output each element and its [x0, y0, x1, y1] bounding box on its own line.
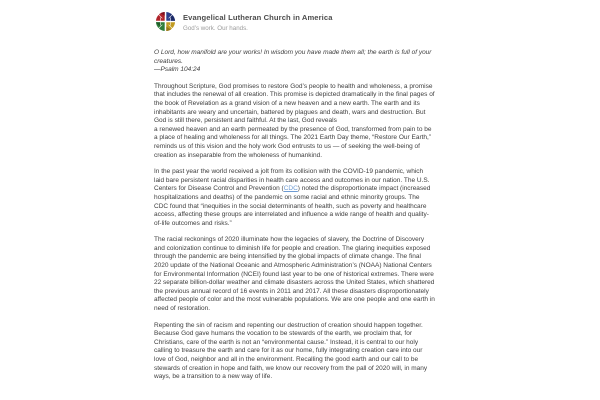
cdc-link[interactable]: CDC — [283, 185, 298, 193]
paragraph-2-text-after-link: ) noted the disproportionate impact (increased hospitalizations and deaths) of the pandemic on some racial and ethnic minority groups. The CDC found that “inequities in the social determinants of health, such as poverty and healthcare access, affecting these groups are interrelated and influence a wide range of health and quality-of-life outcomes and risks.” — [154, 185, 431, 227]
paragraph-1-text: Throughout Scripture, God promises to restore God’s people to health and wholeness, a promise that includes the renewal of all creation. This promise is depicted dramatically in the final pages of the book of Revelation as a grand vision of a new heaven and a new earth. The earth and its inhabitants are weary and uncertain, battered by plagues and death, wars and destruction. But God is still there, persistent and faithful. At the last, God reveals — [154, 82, 435, 125]
document-header — [154, 10, 435, 33]
document-page — [154, 10, 435, 390]
brand-block — [183, 10, 333, 32]
org-tagline: God’s work. Our hands. — [183, 24, 248, 32]
paragraph-4: Repenting the sin of racism and repenting our destruction of creation should happen together. Because God gave humans the vocation to be stewards of the earth, we proclaim that, for Christians, care of the earth is not an “environmental cause.” Instead, it is central to our holy calling to treasure the earth and care for it as our home, fully integrating creation care into our love of God, neighbor and all in the environment. Recalling the good earth and our call to be stewards of creation in hope and faith, we know our recovery from the pall of 2020 will, in many ways, be a transition to a new way of life. — [154, 321, 428, 381]
paragraph-1 — [154, 83, 435, 160]
psalm-quote-attribution: —Psalm 104:24 — [154, 66, 201, 74]
psalm-quote-text: O Lord, how manifold are your works! In wisdom you have made them all; the earth is full of your creatures. — [154, 49, 432, 65]
paragraph-2 — [154, 168, 435, 228]
paragraph-3: The racial reckonings of 2020 illuminate how the legacies of slavery, the Doctrine of Discovery and colonization continue to diminish life for people and creation. The glaring inequities exposed through the pandemic are being intensified by the global impacts of climate change. The final 2020 update of the National Oceanic and Atmospheric Administration’s (NOAA) National Centers for Environmental Information (NCEI) found last year to be one of historical extremes. There were 22 separate billion-dollar weather and climate disasters across the United States, which shattered the previous annual record of 16 events in 2011 and 2017. All these disasters disproportionately affected people of color and the most vulnerable populations. We are one people and one earth in need of restoration. — [154, 236, 435, 313]
document-body — [154, 49, 435, 382]
paragraph-2-text-before-link: In the past year the world received a jolt from its collision with the COVID-19 pandemic, which laid bare persistent racial disparities in health care access and outcomes in our nation. The U.S. Centers for Disease Control and Prevention ( — [154, 168, 430, 193]
elca-cross-emblem-icon — [154, 10, 177, 33]
paragraph-1-continuation: a renewed heaven and an earth permeated by the presence of God, transformed from pain to be a place of healing and wholeness for all things. The 2021 Earth Day theme, “Restore Our Earth,” reminds us of this vision and the holy work God entrusts to us — of seeking the well-being of creation as inseparable from the wholeness of humankind. — [154, 125, 432, 159]
psalm-quote — [154, 49, 435, 75]
org-name: Evangelical Lutheran Church in America — [183, 13, 333, 22]
